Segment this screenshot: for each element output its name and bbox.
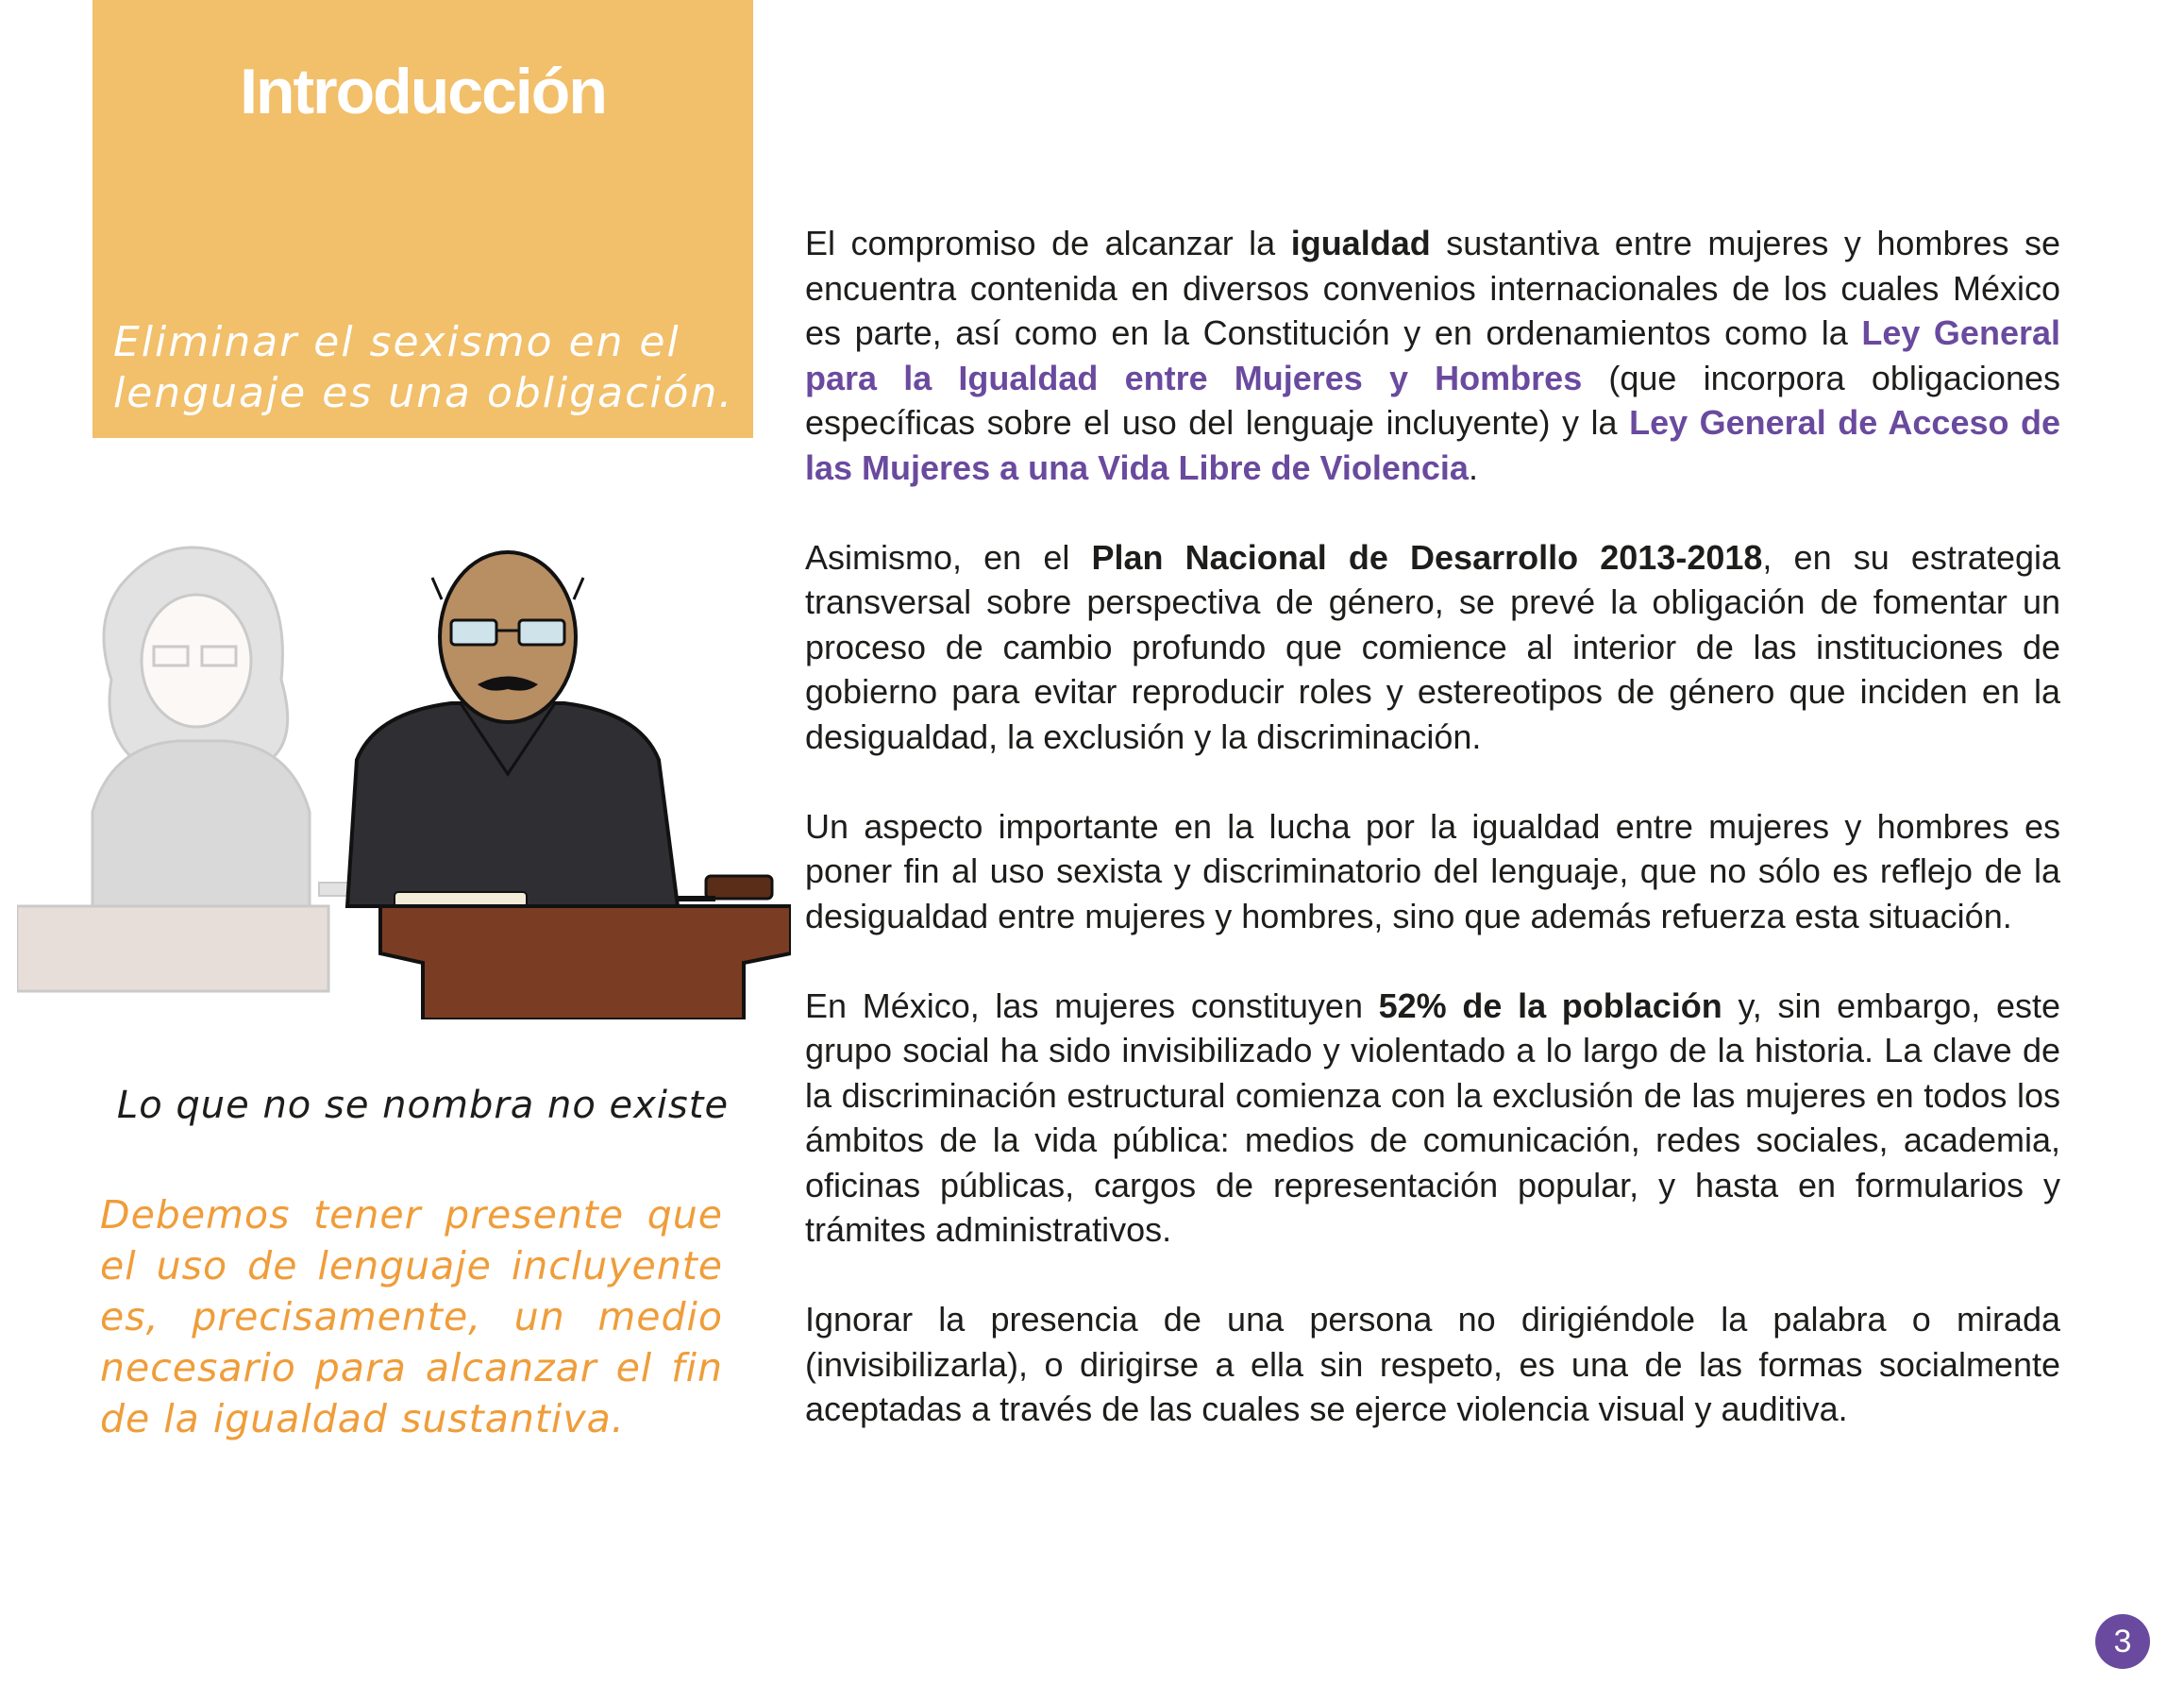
header-banner <box>92 0 753 438</box>
body-text <box>805 221 2060 1476</box>
law-link-violence[interactable]: Ley General de Acceso de las Mujeres a una Vida Libre de Violencia <box>805 403 2061 487</box>
illustration-caption: Lo que no se nombra no existe <box>116 1084 730 1127</box>
page-title: Introducción <box>240 56 606 127</box>
paragraph-3: Un aspecto importante en la lucha por la igualdad entre mujeres y hombres es poner fin al uso sexista y discriminatorio del lenguaje, que no sólo es reflejo de la desigualdad entre mujeres y hombres, sino que además refuerza esta situación. <box>805 806 2060 935</box>
header-quote: Eliminar el sexismo en el lenguaje es una obligación. <box>113 318 734 417</box>
paragraph-4: En México, las mujeres constituyen 52% de la población y, sin embargo, este grupo social ha sido invisibilizado y violentado a lo largo de la historia. La clave de la discriminación estructural comienza con la exclusión de las mujeres en todos los ámbitos de la vida pública: medios de comunicación, redes sociales, academia, oficinas públicas, cargos de representación popular, y hasta en formularios y trámites administrativos. <box>805 985 2060 1249</box>
faded-judge-figure <box>17 547 404 991</box>
judge-figure <box>347 552 791 1019</box>
paragraph-1: El compromiso de alcanzar la igualdad sustantiva entre mujeres y hombres se encuentra contenida en diversos convenios internacionales de los cuales México es parte, así como en la Constitución y en ordenamientos como la Ley General para la Igualdad entre Mujeres y Hombres (que incorpora obligaciones específicas sobre el uso del lenguaje incluyente) y la Ley General de Acceso de las Mujeres a una Vida Libre de Violencia. <box>805 224 2061 487</box>
paragraph-5: Ignorar la presencia de una persona no dirigiéndole la palabra o mirada (invisibilizarla), o dirigirse a ella sin respeto, es una de las formas socialmente aceptadas a través de las cuales se ejerce violencia visual y auditiva. <box>805 1300 2060 1428</box>
law-link-equality[interactable]: Ley General para la Igualdad entre Mujeres y Hombres <box>805 313 2060 397</box>
page-number-badge: 3 <box>2095 1614 2150 1669</box>
paragraph-2: Asimismo, en el Plan Nacional de Desarrollo 2013-2018, en su estrategia transversal sobre perspectiva de género, se prevé la obligación de fomentar un proceso de cambio profundo que comience al interior de las instituciones de gobierno para evitar reproducir roles y estereotipos de género que inciden en la desigualdad, la exclusión y la discriminación. <box>805 537 2061 756</box>
judges-illustration <box>17 529 791 1019</box>
side-quote: Debemos tener presente que el uso de lenguaje incluyente es, precisamente, un medio necesario para alcanzar el fin de la igualdad sustantiva. <box>100 1192 723 1441</box>
